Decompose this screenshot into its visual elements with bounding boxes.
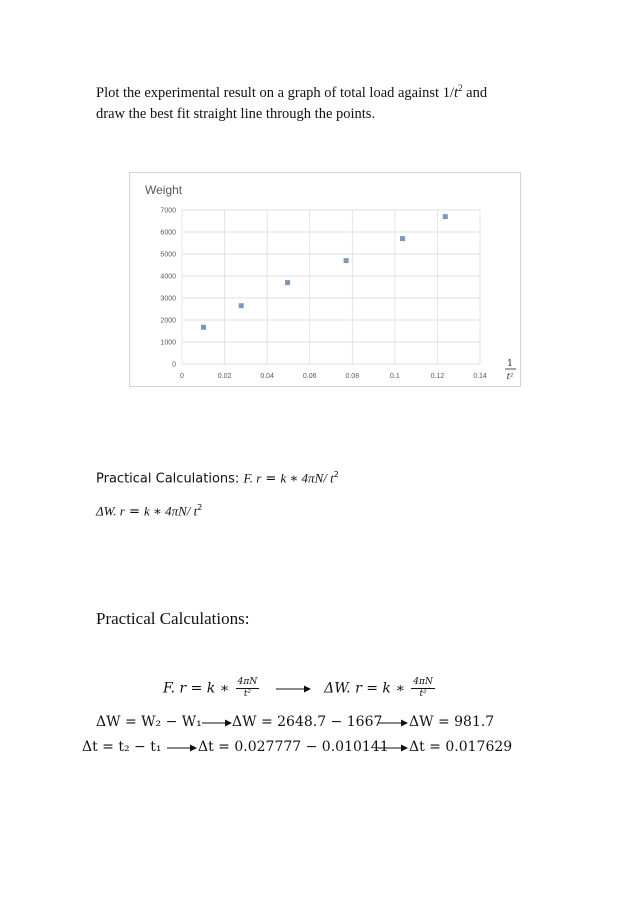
data-point-marker (239, 303, 244, 308)
instruction-line-1: Plot the experimental result on a graph of total load against $1/t^2$ and (96, 83, 488, 101)
x-axis-ticks (180, 373, 487, 380)
delta-t-substitution: Δt = 0.027777 − 0.010141 (198, 739, 389, 755)
delta-w-result: ΔW = 981.7 (409, 714, 495, 730)
equation-row-1: F. r = k ∗ $\frac{4\pi N}{\text{t²}}$ ΔW. r = k ∗ $\frac{4\pi N}{\text{t²}}$ (163, 677, 433, 699)
fraction-4piN-over-t2: $\frac{4\pi N}{\text{t²}}$ (237, 677, 258, 699)
y-tick-label: 5000 (160, 251, 176, 259)
instruction-paragraph (96, 78, 556, 125)
x-tick-label: 0.02 (217, 373, 232, 380)
delta-t-result: Δt = 0.017629 (409, 739, 513, 755)
delta-t-definition: Δt = t₂ − t₁ (82, 739, 162, 755)
y-tick-label: 6000 (160, 229, 176, 237)
delta-w-substitution: ΔW = 2648.7 − 1667 (232, 714, 383, 730)
x-tick-label: 0.1 (389, 373, 400, 380)
y-tick-label: 4000 (160, 273, 176, 281)
delta-w-definition: ΔW = W₂ − W₁ (96, 714, 202, 730)
arrow-right-icon (377, 743, 409, 753)
x-tick-label: 0 (180, 373, 184, 380)
data-point-marker (443, 214, 448, 219)
x-axis-label-numerator: 1 (507, 359, 513, 369)
x-axis-label (505, 359, 516, 381)
arrow-right-icon (377, 718, 409, 728)
y-axis-ticks (160, 208, 176, 369)
data-point-marker (201, 325, 206, 330)
data-point-marker (400, 236, 405, 241)
y-tick-label: 7000 (160, 207, 176, 215)
y-tick-label: 1000 (160, 339, 176, 347)
x-tick-label: 0.14 (473, 373, 487, 380)
arrow-right-icon (166, 743, 198, 753)
arrow-right-icon (201, 718, 233, 728)
y-tick-label: 2000 (160, 317, 176, 325)
practical-calculations-heading: Practical Calculations: (96, 609, 250, 628)
calc-formula-line-1: Practical Calculations: F. r = k ∗ 4πN/ $t^2$ (96, 470, 339, 487)
data-point-marker (344, 258, 349, 263)
x-axis-label-denominator: t² (506, 372, 514, 381)
arrow-right-icon (274, 684, 312, 694)
data-point-marker (285, 280, 290, 285)
fraction-4piN-over-t2-right: $\frac{4\pi N}{\text{t²}}$ (413, 677, 433, 699)
y-tick-label: 0 (172, 361, 176, 369)
chart-title: Weight (145, 183, 183, 197)
calc-formula-line-2: ΔW. r = k ∗ 4πN/ $t^2$ (96, 503, 203, 520)
chart-gridlines (182, 210, 480, 364)
chart-svg (130, 173, 520, 386)
equation-row-2 (96, 714, 202, 730)
x-tick-label: 0.04 (260, 373, 274, 380)
instruction-line-2: draw the best fit straight line through the points. (96, 105, 376, 122)
x-tick-label: 0.12 (430, 373, 445, 380)
weight-scatter-chart (129, 172, 521, 387)
x-tick-label: 0.08 (345, 373, 360, 380)
x-tick-label: 0.06 (302, 373, 317, 380)
y-tick-label: 3000 (160, 295, 176, 303)
data-points (201, 214, 448, 330)
